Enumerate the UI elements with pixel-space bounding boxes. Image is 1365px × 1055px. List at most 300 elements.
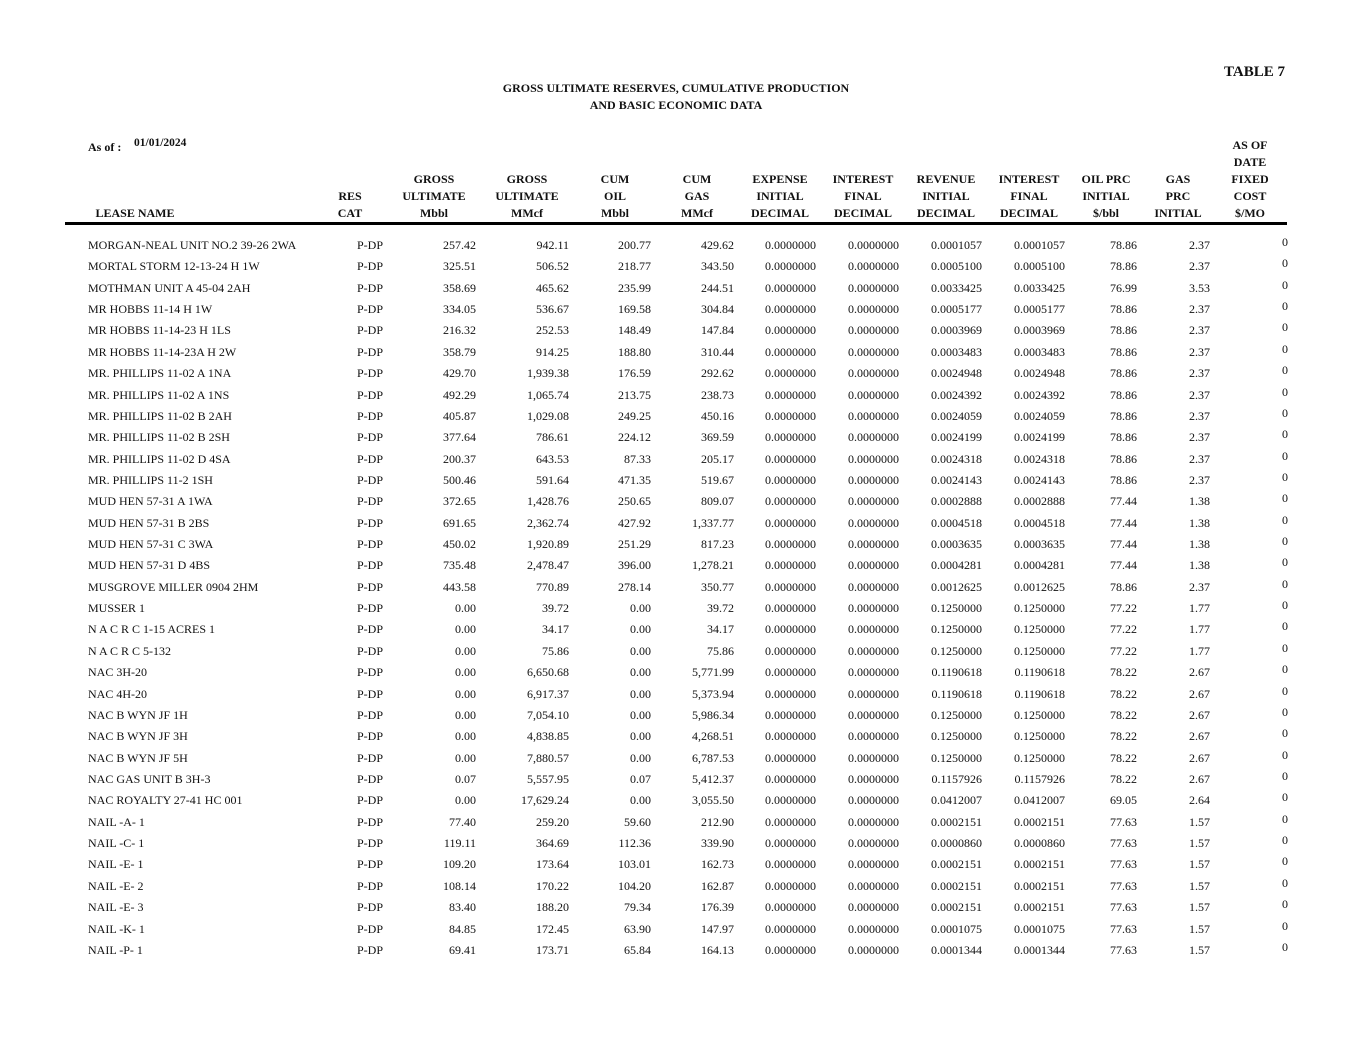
cell-value: 0.00	[455, 686, 476, 701]
cell-value: 3.53	[1189, 280, 1210, 295]
cell-value: 0.0000000	[848, 622, 899, 637]
cell-value: 0.1250000	[1014, 622, 1065, 637]
cell-value: 0.07	[455, 772, 476, 786]
cell-value: 6,787.53	[692, 750, 734, 765]
cell-value: 77.40	[449, 814, 476, 829]
cell-value: 443.58	[443, 579, 476, 594]
cell-value: 1,428.76	[527, 494, 569, 509]
cell-value: 0	[1282, 405, 1288, 420]
cell-value: 212.90	[701, 814, 734, 829]
column-header-line: ULTIMATE	[495, 189, 559, 203]
cell-value: 0	[1282, 683, 1288, 698]
cell-value: 358.69	[443, 280, 476, 295]
cell-value: 251.29	[618, 537, 651, 552]
column-header-line: INTEREST	[998, 172, 1060, 186]
cell-value: 77.44	[1110, 494, 1137, 509]
reserve-category: P-DP	[357, 515, 384, 530]
cell-value: 2.37	[1189, 387, 1210, 402]
cell-value: 0.0024059	[1014, 408, 1065, 423]
cell-value: 0.0004518	[931, 515, 982, 530]
cell-value: 77.63	[1110, 921, 1137, 936]
cell-value: 0.1190618	[931, 665, 982, 680]
reserve-category: P-DP	[357, 793, 384, 808]
cell-value: 5,412.37	[692, 772, 734, 786]
cell-value: 78.22	[1110, 707, 1137, 722]
lease-name: NAC 3H-20	[88, 665, 147, 680]
cell-value: 0.0001075	[1014, 921, 1065, 936]
cell-value: 0	[1282, 619, 1288, 634]
cell-value: 0.0000000	[848, 643, 899, 658]
cell-value: 7,880.57	[527, 750, 569, 765]
cell-value: 325.51	[443, 259, 476, 274]
cell-value: 0	[1282, 790, 1288, 805]
cell-value: 77.44	[1110, 558, 1137, 573]
cell-value: 1.57	[1189, 921, 1210, 936]
cell-value: 244.51	[701, 280, 734, 295]
cell-value: 0	[1282, 939, 1288, 954]
cell-value: 339.90	[701, 836, 734, 851]
cell-value: 0.0003969	[1014, 323, 1065, 338]
cell-value: 84.85	[449, 921, 476, 936]
cell-value: 2,362.74	[527, 515, 569, 530]
cell-value: 0.0000000	[848, 772, 899, 786]
cell-value: 0.0000000	[765, 344, 816, 359]
cell-value: 0.0000000	[765, 921, 816, 936]
cell-value: 200.37	[443, 451, 476, 466]
cell-value: 2.37	[1189, 238, 1210, 252]
cell-value: 76.99	[1110, 280, 1137, 295]
cell-value: 77.22	[1110, 601, 1137, 616]
column-header-line: GAS	[684, 189, 710, 203]
cell-value: 0.1250000	[1014, 750, 1065, 765]
cell-value: 0.1250000	[931, 601, 982, 616]
cell-value: 0.1190618	[1014, 686, 1065, 701]
table-row	[0, 448, 1365, 468]
cell-value: 0.00	[455, 750, 476, 765]
cell-value: 0.0024318	[1014, 451, 1065, 466]
column-header-line: COST	[1233, 189, 1267, 203]
cell-value: 0.0024059	[931, 408, 982, 423]
cell-value: 0.0000000	[848, 344, 899, 359]
cell-value: 0.1157926	[1014, 772, 1065, 786]
reserve-category: P-DP	[357, 387, 384, 402]
cell-value: 0.00	[455, 601, 476, 616]
cell-value: 0.0002888	[1014, 494, 1065, 509]
column-header-line: GROSS	[506, 172, 548, 186]
cell-value: 224.12	[618, 430, 651, 445]
cell-value: 0.0024143	[1014, 472, 1065, 487]
cell-value: 2.67	[1189, 686, 1210, 701]
table-row	[0, 875, 1365, 895]
reserve-category: P-DP	[357, 729, 384, 744]
cell-value: 0.0000000	[848, 857, 899, 872]
cell-value: 0	[1282, 640, 1288, 655]
cell-value: 1,939.38	[527, 366, 569, 381]
cell-value: 1.77	[1189, 601, 1210, 616]
cell-value: 0.0000000	[848, 601, 899, 616]
reserve-category: P-DP	[357, 408, 384, 423]
cell-value: 0.07	[630, 772, 651, 786]
cell-value: 2.37	[1189, 259, 1210, 274]
cell-value: 0.0000000	[848, 430, 899, 445]
cell-value: 78.86	[1110, 302, 1137, 317]
lease-name: NAIL -E- 3	[88, 900, 144, 915]
cell-value: 1.57	[1189, 900, 1210, 915]
cell-value: 0.00	[630, 750, 651, 765]
cell-value: 78.86	[1110, 472, 1137, 487]
cell-value: 0.0024199	[1014, 430, 1065, 445]
cell-value: 1.77	[1189, 643, 1210, 658]
lease-name: MR. PHILLIPS 11-02 B 2SH	[88, 430, 230, 445]
cell-value: 78.86	[1110, 259, 1137, 274]
column-header-line: DECIMAL	[916, 206, 975, 220]
cell-value: 0.0000000	[765, 878, 816, 893]
lease-name: NAIL -C- 1	[88, 836, 145, 851]
cell-value: 39.72	[542, 601, 569, 616]
cell-value: 0	[1282, 833, 1288, 848]
reserve-category: P-DP	[357, 494, 384, 509]
cell-value: 0.1250000	[1014, 729, 1065, 744]
lease-name: NAIL -P- 1	[88, 942, 143, 957]
cell-value: 0.1250000	[931, 750, 982, 765]
cell-value: 5,557.95	[527, 772, 569, 786]
cell-value: 0	[1282, 256, 1288, 271]
cell-value: 0.0024199	[931, 430, 982, 445]
column-header-line: INTEREST	[832, 172, 894, 186]
cell-value: 1.77	[1189, 622, 1210, 637]
cell-value: 0	[1282, 469, 1288, 484]
lease-name: MR. PHILLIPS 11-02 A 1NA	[88, 366, 232, 381]
cell-value: 0.0024392	[1014, 387, 1065, 402]
cell-value: 0.0005100	[1014, 259, 1065, 274]
column-header-line: $/MO	[1235, 206, 1265, 220]
cell-value: 78.22	[1110, 686, 1137, 701]
reserve-category: P-DP	[357, 579, 384, 594]
column-header	[482, 171, 572, 222]
lease-name: MORTAL STORM 12-13-24 H 1W	[88, 259, 260, 274]
cell-value: 0.0000000	[848, 302, 899, 317]
cell-value: 0.0000000	[765, 772, 816, 786]
cell-value: 147.84	[701, 323, 734, 338]
cell-value: 0.0000000	[848, 579, 899, 594]
column-header-line: FINAL	[844, 189, 882, 203]
cell-value: 170.22	[536, 878, 569, 893]
cell-value: 0.0000000	[765, 900, 816, 915]
cell-value: 77.63	[1110, 814, 1137, 829]
table-row	[0, 384, 1365, 404]
table-row	[0, 427, 1365, 446]
cell-value: 162.87	[701, 878, 734, 893]
cell-value: 2.37	[1189, 408, 1210, 423]
lease-name: MR. PHILLIPS 11-2 1SH	[88, 472, 213, 487]
cell-value: 216.32	[443, 323, 476, 338]
cell-value: 1.57	[1189, 814, 1210, 829]
cell-value: 0.00	[630, 622, 651, 637]
cell-value: 78.86	[1110, 344, 1137, 359]
cell-value: 257.42	[443, 238, 476, 252]
table-row	[0, 790, 1365, 809]
cell-value: 77.44	[1110, 537, 1137, 552]
cell-value: 0.0000000	[765, 430, 816, 445]
cell-value: 78.86	[1110, 430, 1137, 445]
lease-name: NAIL -E- 1	[88, 857, 144, 872]
cell-value: 77.63	[1110, 942, 1137, 957]
reserve-category: P-DP	[357, 451, 384, 466]
cell-value: 0.0005100	[931, 259, 982, 274]
cell-value: 1.38	[1189, 515, 1210, 530]
cell-value: 0.00	[455, 643, 476, 658]
cell-value: 0.0000000	[765, 643, 816, 658]
table-row	[0, 619, 1365, 638]
cell-value: 112.36	[618, 836, 651, 851]
cell-value: 0.0002151	[931, 814, 982, 829]
cell-value: 78.22	[1110, 750, 1137, 765]
cell-value: 6,650.68	[527, 665, 569, 680]
cell-value: 0.0000000	[765, 451, 816, 466]
table-row	[0, 320, 1365, 339]
cell-value: 364.69	[536, 836, 569, 851]
cell-value: 405.87	[443, 408, 476, 423]
cell-value: 0.0024143	[931, 472, 982, 487]
cell-value: 506.52	[536, 259, 569, 274]
cell-value: 1.38	[1189, 537, 1210, 552]
cell-value: 1,920.89	[527, 537, 569, 552]
cell-value: 173.71	[536, 942, 569, 957]
table-row	[0, 235, 1365, 254]
cell-value: 0.0000000	[765, 238, 816, 252]
lease-name: MUD HEN 57-31 D 4BS	[88, 558, 211, 573]
cell-value: 77.63	[1110, 836, 1137, 851]
header-rule	[65, 222, 1287, 225]
cell-value: 0	[1282, 277, 1288, 292]
table-row	[0, 833, 1365, 852]
cell-value: 78.86	[1110, 238, 1137, 252]
cell-value: 3,055.50	[692, 793, 734, 808]
cell-value: 78.86	[1110, 451, 1137, 466]
cell-value: 0	[1282, 811, 1288, 826]
cell-value: 0.0033425	[931, 280, 982, 295]
column-header-line: MMcf	[681, 206, 713, 220]
cell-value: 914.25	[536, 344, 569, 359]
cell-value: 69.41	[449, 942, 476, 957]
cell-value: 238.73	[701, 387, 734, 402]
cell-value: 0	[1282, 854, 1288, 869]
cell-value: 0.1250000	[931, 707, 982, 722]
cell-value: 0.0000000	[765, 408, 816, 423]
cell-value: 2.67	[1189, 665, 1210, 680]
column-header	[305, 188, 395, 222]
lease-name: N A C R C 5-132	[88, 643, 172, 658]
cell-value: 34.17	[707, 622, 734, 637]
cell-value: 334.05	[443, 302, 476, 317]
cell-value: 0.0024318	[931, 451, 982, 466]
cell-value: 0.0002151	[1014, 878, 1065, 893]
lease-name: NAC ROYALTY 27-41 HC 001	[88, 793, 243, 808]
cell-value: 7,054.10	[527, 707, 569, 722]
column-header-line: OIL PRC	[1081, 172, 1131, 186]
column-header-line: LEASE NAME	[95, 206, 175, 220]
cell-value: 2.67	[1189, 729, 1210, 744]
table-row	[0, 534, 1365, 553]
cell-value: 0.0002888	[931, 494, 982, 509]
cell-value: 0.0000000	[765, 836, 816, 851]
table-row	[0, 512, 1365, 532]
column-header	[1205, 137, 1295, 222]
cell-value: 1.57	[1189, 836, 1210, 851]
cell-value: 0.1250000	[931, 643, 982, 658]
cell-value: 0.0012625	[931, 579, 982, 594]
cell-value: 0.0000000	[765, 387, 816, 402]
cell-value: 0.0005177	[1014, 302, 1065, 317]
reserve-category: P-DP	[357, 430, 384, 445]
cell-value: 2.37	[1189, 344, 1210, 359]
reserve-category: P-DP	[357, 537, 384, 552]
cell-value: 0.0000000	[765, 366, 816, 381]
cell-value: 5,986.34	[692, 707, 734, 722]
cell-value: 465.62	[536, 280, 569, 295]
column-header-line: GAS	[1165, 172, 1191, 186]
cell-value: 0.00	[630, 686, 651, 701]
cell-value: 396.00	[618, 558, 651, 573]
lease-name: NAC B WYN JF 1H	[88, 707, 188, 722]
cell-value: 1,278.21	[692, 558, 734, 573]
cell-value: 0	[1282, 491, 1288, 506]
cell-value: 79.34	[624, 900, 651, 915]
cell-value: 0.0000000	[848, 729, 899, 744]
cell-value: 735.48	[443, 558, 476, 573]
cell-value: 87.33	[624, 451, 651, 466]
cell-value: 0.0024392	[931, 387, 982, 402]
cell-value: 1.38	[1189, 558, 1210, 573]
cell-value: 0.0003969	[931, 323, 982, 338]
cell-value: 0.0000000	[848, 387, 899, 402]
cell-value: 34.17	[542, 622, 569, 637]
cell-value: 0.0000000	[765, 323, 816, 338]
cell-value: 0.00	[630, 707, 651, 722]
cell-value: 0.0000000	[848, 707, 899, 722]
cell-value: 450.16	[701, 408, 734, 423]
cell-value: 0.00	[630, 601, 651, 616]
table-row	[0, 341, 1365, 361]
column-header-line: AS OF	[1232, 138, 1268, 152]
cell-value: 0.0000000	[765, 601, 816, 616]
cell-value: 0.1250000	[1014, 643, 1065, 658]
cell-value: 147.97	[701, 921, 734, 936]
table-row	[0, 683, 1365, 703]
cell-value: 0	[1282, 769, 1288, 783]
cell-value: 0.0000000	[848, 686, 899, 701]
cell-value: 218.77	[618, 259, 651, 274]
cell-value: 0.0000000	[848, 280, 899, 295]
cell-value: 176.39	[701, 900, 734, 915]
cell-value: 0.1250000	[931, 729, 982, 744]
cell-value: 0.00	[455, 793, 476, 808]
table-row	[0, 555, 1365, 574]
cell-value: 2.37	[1189, 451, 1210, 466]
cell-value: 0.0002151	[1014, 814, 1065, 829]
column-header-line: FINAL	[1010, 189, 1048, 203]
cell-value: 0.0000000	[848, 259, 899, 274]
cell-value: 200.77	[618, 238, 651, 252]
cell-value: 0.1250000	[1014, 601, 1065, 616]
column-header-line: GROSS	[413, 172, 455, 186]
cell-value: 0.0000000	[765, 558, 816, 573]
column-header-line: INITIAL	[1082, 189, 1130, 203]
cell-value: 0.0000860	[931, 836, 982, 851]
cell-value: 77.22	[1110, 622, 1137, 637]
column-header-line: INITIAL	[756, 189, 804, 203]
cell-value: 250.65	[618, 494, 651, 509]
cell-value: 0.0002151	[1014, 857, 1065, 872]
cell-value: 0.00	[630, 793, 651, 808]
lease-name: NAC B WYN JF 3H	[88, 729, 188, 744]
column-header-line: FIXED	[1231, 172, 1269, 186]
cell-value: 643.53	[536, 451, 569, 466]
cell-value: 1,029.08	[527, 408, 569, 423]
cell-value: 0.0000000	[765, 302, 816, 317]
cell-value: 2.37	[1189, 323, 1210, 338]
cell-value: 0.00	[630, 643, 651, 658]
cell-value: 0.00	[455, 622, 476, 637]
reserve-category: P-DP	[357, 750, 384, 765]
cell-value: 358.79	[443, 344, 476, 359]
table-row	[0, 598, 1365, 617]
table-row	[0, 640, 1365, 660]
cell-value: 108.14	[443, 878, 476, 893]
cell-value: 0.0000000	[848, 793, 899, 808]
cell-value: 249.25	[618, 408, 651, 423]
cell-value: 429.70	[443, 366, 476, 381]
cell-value: 78.86	[1110, 323, 1137, 338]
column-header-line: INITIAL	[922, 189, 970, 203]
cell-value: 78.86	[1110, 387, 1137, 402]
cell-value: 0.0003483	[931, 344, 982, 359]
cell-value: 75.86	[542, 643, 569, 658]
table-row	[0, 918, 1365, 938]
cell-value: 0.0000000	[765, 494, 816, 509]
column-header-line: PRC	[1165, 189, 1191, 203]
cell-value: 77.22	[1110, 643, 1137, 658]
cell-value: 0	[1282, 384, 1288, 399]
cell-value: 0.0000000	[848, 814, 899, 829]
cell-value: 2.67	[1189, 707, 1210, 722]
column-header	[652, 171, 742, 222]
cell-value: 0	[1282, 726, 1288, 741]
cell-value: 0.00	[630, 729, 651, 744]
table-row	[0, 704, 1365, 724]
table-row	[0, 811, 1365, 831]
cell-value: 278.14	[618, 579, 651, 594]
cell-value: 77.63	[1110, 878, 1137, 893]
cell-value: 0.0000000	[848, 451, 899, 466]
table-row	[0, 854, 1365, 873]
cell-value: 1,065.74	[527, 387, 569, 402]
report-title-line-1: GROSS ULTIMATE RESERVES, CUMULATIVE PRODUCTION	[502, 81, 850, 95]
lease-name: MR. PHILLIPS 11-02 A 1NS	[88, 387, 230, 402]
cell-value: 78.22	[1110, 729, 1137, 744]
lease-name: MR HOBBS 11-14-23 H 1LS	[88, 323, 231, 338]
cell-value: 429.62	[701, 238, 734, 252]
cell-value: 0.0000000	[765, 750, 816, 765]
cell-value: 78.86	[1110, 408, 1137, 423]
table-row	[0, 277, 1365, 297]
cell-value: 164.13	[701, 942, 734, 957]
cell-value: 75.86	[707, 643, 734, 658]
cell-value: 0	[1282, 918, 1288, 933]
cell-value: 942.11	[536, 238, 569, 252]
column-header	[90, 205, 180, 222]
lease-name: NAC GAS UNIT B 3H-3	[88, 772, 211, 786]
